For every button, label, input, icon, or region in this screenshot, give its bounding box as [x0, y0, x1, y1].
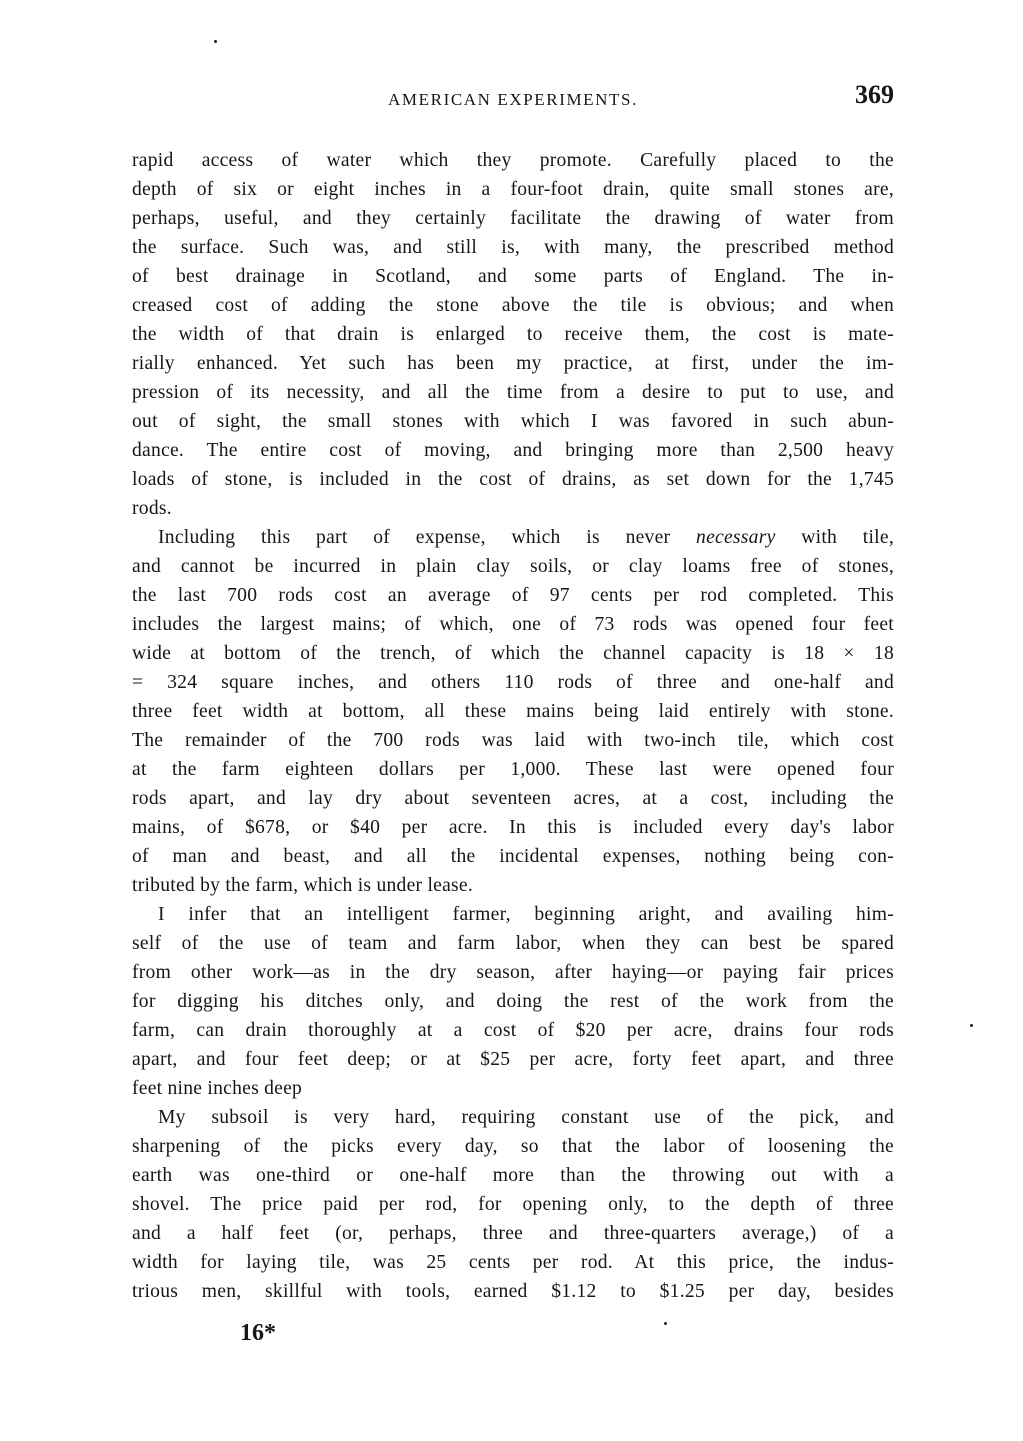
text-line: rapid access of water which they promote. Carefully placed to the: [132, 150, 894, 171]
text-line: out of sight, the small stones with which I was favored in such abun-: [132, 411, 894, 432]
text-line: perhaps, useful, and they certainly facilitate the drawing of water from: [132, 208, 894, 229]
scan-speck: [970, 1024, 973, 1027]
text-line: dance. The entire cost of moving, and bringing more than 2,500 heavy: [132, 440, 894, 461]
text-line: depth of six or eight inches in a four-foot drain, quite small stones are,: [132, 179, 894, 200]
text-line: = 324 square inches, and others 110 rods of three and one-half and: [132, 672, 894, 693]
text-line: rially enhanced. Yet such has been my practice, at first, under the im-: [132, 353, 894, 374]
paragraph-3: [132, 900, 894, 1103]
text-line: width for laying tile, was 25 cents per rod. At this price, the indus-: [132, 1252, 894, 1273]
text-line: The remainder of the 700 rods was laid with two-inch tile, which cost: [132, 730, 894, 751]
paragraph-1: [132, 146, 894, 523]
signature-mark: 16*: [240, 1320, 276, 1346]
text-line: sharpening of the picks every day, so that the labor of loosening the: [132, 1136, 894, 1157]
text-line: of best drainage in Scotland, and some parts of England. The in-: [132, 266, 894, 287]
text-line: loads of stone, is included in the cost of drains, as set down for the 1,745: [132, 469, 894, 490]
scan-speck: [664, 1322, 667, 1325]
text-line: at the farm eighteen dollars per 1,000. These last were opened four: [132, 759, 894, 780]
text-line: three feet width at bottom, all these mains being laid entirely with stone.: [132, 701, 894, 722]
text-line: earth was one-third or one-half more than the throwing out with a: [132, 1165, 894, 1186]
paragraph-4: [132, 1103, 894, 1306]
text-line: farm, can drain thoroughly at a cost of $20 per acre, drains four rods: [132, 1020, 894, 1041]
text-line: rods apart, and lay dry about seventeen acres, at a cost, including the: [132, 788, 894, 809]
text-line: and cannot be incurred in plain clay soils, or clay loams free of stones,: [132, 556, 894, 577]
italic-emphasis: necessary: [696, 527, 776, 548]
text-line: of man and beast, and all the incidental expenses, nothing being con-: [132, 846, 894, 867]
paragraph-2: [132, 523, 894, 900]
text-line: My subsoil is very hard, requiring constant use of the pick, and: [158, 1107, 894, 1128]
text-line: trious men, skillful with tools, earned $1.12 to $1.25 per day, besides: [132, 1281, 894, 1302]
text-line: the surface. Such was, and still is, with many, the prescribed method: [132, 237, 894, 258]
text-line: and a half feet (or, perhaps, three and three-quarters average,) of a: [132, 1223, 894, 1244]
text-line: from other work—as in the dry season, after haying—or paying fair prices: [132, 962, 894, 983]
text-line: includes the largest mains; of which, one of 73 rods was opened four feet: [132, 614, 894, 635]
body-text: [132, 146, 894, 1306]
text-line: mains, of $678, or $40 per acre. In this is included every day's labor: [132, 817, 894, 838]
running-head: AMERICAN EXPERIMENTS.: [388, 90, 638, 109]
scan-speck: [214, 40, 217, 43]
text-line: apart, and four feet deep; or at $25 per acre, forty feet apart, and three: [132, 1049, 894, 1070]
text-line: the width of that drain is enlarged to receive them, the cost is mate-: [132, 324, 894, 345]
text-line: pression of its necessity, and all the time from a desire to put to use, and: [132, 382, 894, 403]
text-line: self of the use of team and farm labor, when they can best be spared: [132, 933, 894, 954]
text-line: wide at bottom of the trench, of which the channel capacity is 18 × 18: [132, 643, 894, 664]
text-line: [132, 523, 894, 552]
page-number: 369: [855, 80, 894, 109]
text-line: shovel. The price paid per rod, for opening only, to the depth of three: [132, 1194, 894, 1215]
text-line: feet nine inches deep: [132, 1078, 303, 1099]
text-line: I infer that an intelligent farmer, beginning aright, and availing him-: [158, 904, 894, 925]
page-header: [132, 80, 894, 116]
text-line: tributed by the farm, which is under lease.: [132, 875, 474, 896]
text-line: the last 700 rods cost an average of 97 cents per rod completed. This: [132, 585, 894, 606]
text-line: rods.: [132, 498, 172, 519]
text-segment: with tile,: [801, 527, 894, 548]
text-line: creased cost of adding the stone above the tile is obvious; and when: [132, 295, 894, 316]
text-segment: Including this part of expense, which is never: [158, 527, 671, 548]
text-line: for digging his ditches only, and doing the rest of the work from the: [132, 991, 894, 1012]
